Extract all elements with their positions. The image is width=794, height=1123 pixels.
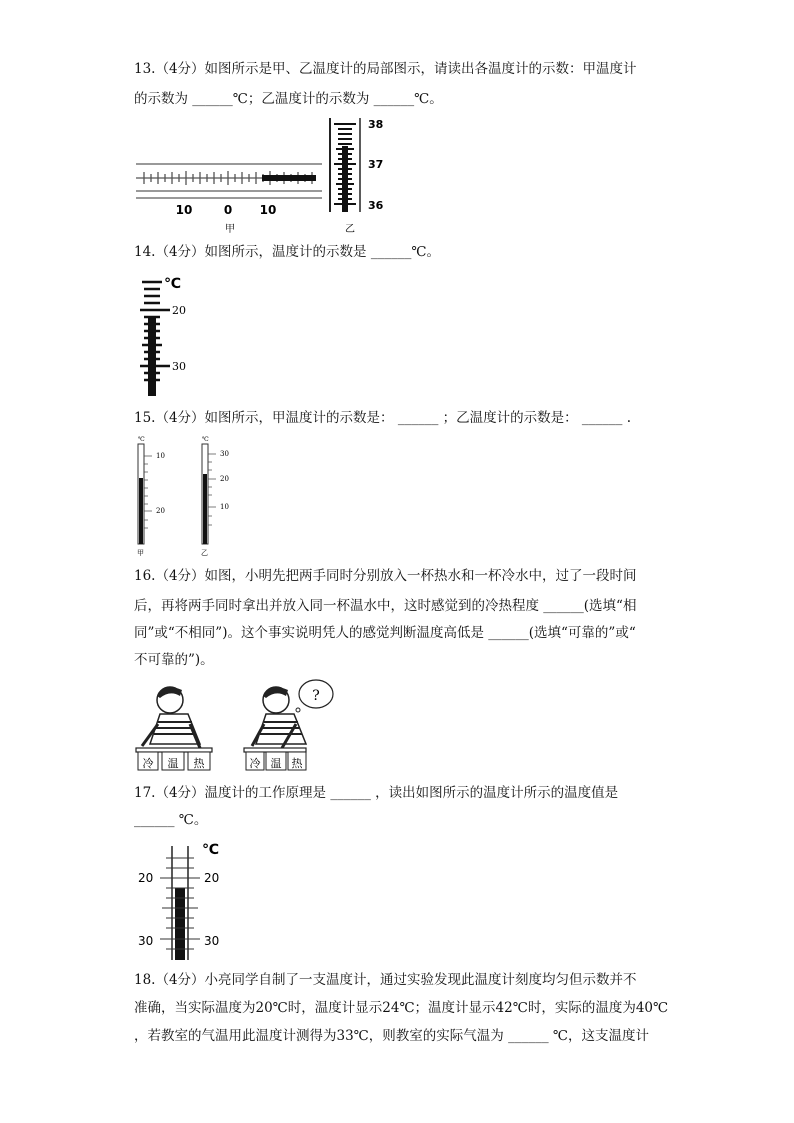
q17-thermometer <box>134 838 226 962</box>
q15-yi-tick-30: 30 <box>220 450 229 458</box>
q13-jia-caption: 甲 <box>225 224 235 235</box>
q16-fig1-label-cold: 冷 <box>142 757 154 770</box>
q17-text-line1: 17.（4分）温度计的工作原理是 ______ ，读出如图所示的温度计所示的温度值是 <box>134 785 619 801</box>
q13-thermometer-jia <box>134 150 324 235</box>
q15-text-line1: 15.（4分）如图所示，甲温度计的示数是： ______ ；乙温度计的示数是： ______ . <box>134 410 632 426</box>
q15-yi-caption: 乙 <box>201 549 208 557</box>
q15-yi-tick-20: 20 <box>220 475 229 483</box>
q16-text-line1: 16.（4分）如图，小明先把两手同时分别放入一杯热水和一杯冷水中，过了一段时间 <box>134 568 637 584</box>
q13-yi-tick-37: 37 <box>368 158 384 171</box>
q13-yi-caption: 乙 <box>345 224 355 235</box>
q16-fig2-label-warm: 温 <box>270 757 282 770</box>
q13-text-line1: 13.（4分）如图所示是甲、乙温度计的局部图示，请读出各温度计的示数：甲温度计 <box>134 61 637 77</box>
q14-thermometer <box>134 272 204 400</box>
q14-tick-30: 30 <box>172 360 186 373</box>
q17-left-tick-20: 20 <box>138 871 154 885</box>
q16-fig1-label-warm: 温 <box>167 757 179 770</box>
q14-text-line1: 14.（4分）如图所示，温度计的示数是 ______℃。 <box>134 244 440 260</box>
q16-fig1-label-hot: 热 <box>193 757 205 770</box>
q17-right-tick-20: 20 <box>204 871 220 885</box>
q17-left-tick-30: 30 <box>138 934 154 948</box>
q15-jia-tick-10: 10 <box>156 452 165 460</box>
q16-text-line3: 同”或“不相同”)。这个事实说明凭人的感觉判断温度高低是 ______(选填“可靠的”或“ <box>134 625 636 641</box>
q18-text-line2: 准确，当实际温度为20℃时，温度计显示24℃；温度计显示42℃时，实际的温度为40℃ <box>134 1000 669 1016</box>
q15-jia-unit: ℃ <box>138 436 145 443</box>
q17-text-line2: ______ ℃。 <box>134 812 208 828</box>
q16-fig2-label-hot: 热 <box>291 757 303 770</box>
q13-yi-tick-36: 36 <box>368 199 384 212</box>
q16-boy-figure-2 <box>242 676 338 772</box>
q18-text-line1: 18.（4分）小亮同学自制了一支温度计，通过实验发现此温度计刻度均匀但示数并不 <box>134 972 637 988</box>
q13-thermometer-yi <box>328 116 398 236</box>
q14-unit-label: ℃ <box>164 276 181 292</box>
q13-jia-tick-right: 10 <box>259 203 277 217</box>
q15-jia-caption: 甲 <box>137 549 144 557</box>
q15-yi-tick-10: 10 <box>220 503 229 511</box>
q15-thermometer-jia <box>134 434 184 558</box>
q18-text-line3: ，若教室的气温用此温度计测得为33℃，则教室的实际气温为 ______ ℃，这支温度计 <box>134 1028 649 1044</box>
q15-yi-unit: ℃ <box>202 436 209 443</box>
q16-fig2-bubble: ? <box>312 688 320 704</box>
q17-right-tick-30: 30 <box>204 934 220 948</box>
q16-text-line2: 后，再将两手同时拿出并放入同一杯温水中，这时感觉到的冷热程度 ______(选填“相 <box>134 598 637 614</box>
q13-jia-tick-zero: 0 <box>223 203 233 217</box>
q16-boy-figure-1 <box>134 680 216 772</box>
q17-unit-label: ℃ <box>202 842 219 858</box>
q16-text-line4: 不可靠的”)。 <box>134 652 214 668</box>
q16-fig2-label-cold: 冷 <box>249 757 261 770</box>
q15-jia-tick-20: 20 <box>156 507 165 515</box>
q13-jia-tick-left: 10 <box>175 203 193 217</box>
q13-text-line2: 的示数为 ______℃；乙温度计的示数为 ______℃。 <box>134 91 443 107</box>
q13-yi-tick-38: 38 <box>368 118 384 131</box>
q15-thermometer-yi <box>198 434 248 558</box>
q14-tick-20: 20 <box>172 304 186 317</box>
